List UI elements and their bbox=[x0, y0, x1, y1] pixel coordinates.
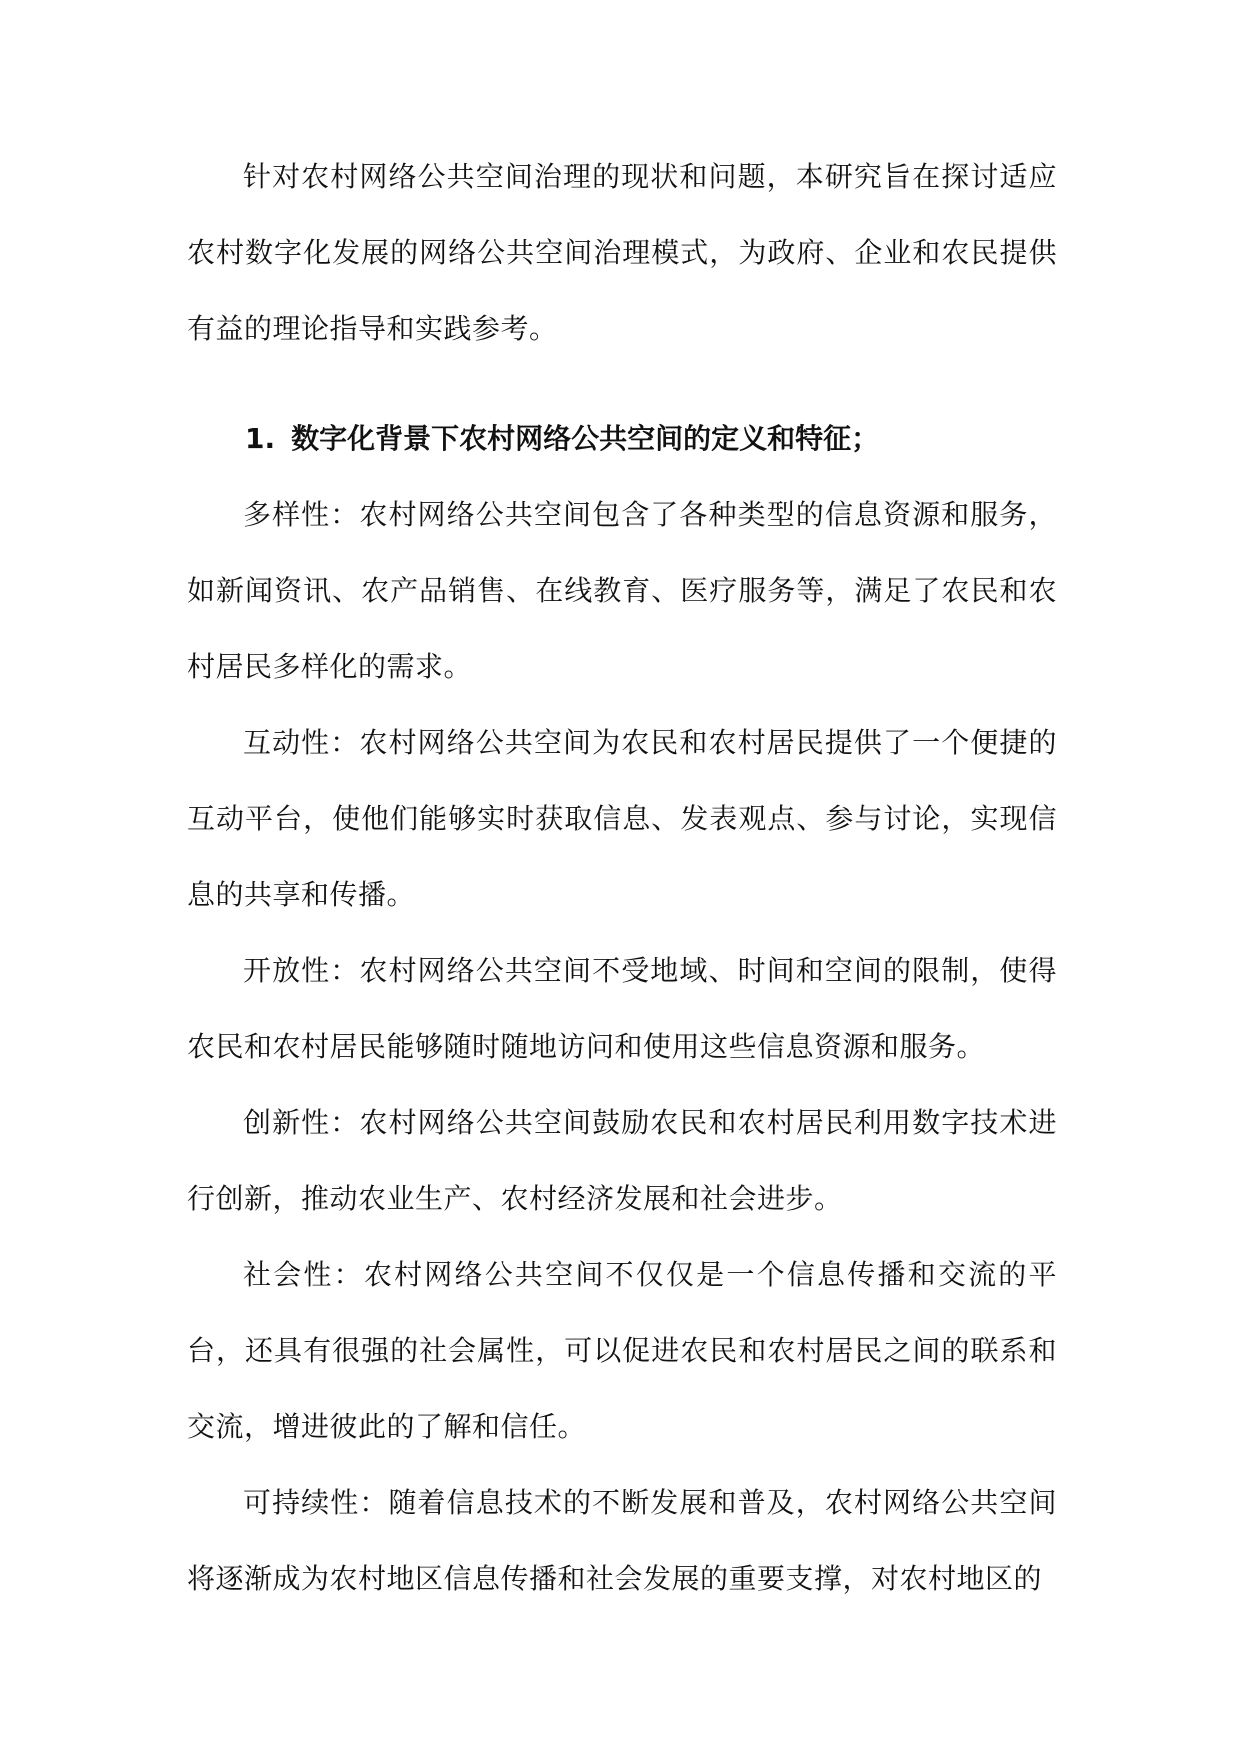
section-heading bbox=[187, 401, 1057, 477]
document-body bbox=[187, 139, 1057, 1617]
paragraph-sociality: 社会性：农村网络公共空间不仅仅是一个信息传播和交流的平台，还具有很强的社会属性，可以促进农民和农村居民之间的联系和交流，增进彼此的了解和信任。 bbox=[187, 1258, 1057, 1443]
paragraph-sustainability: 可持续性：随着信息技术的不断发展和普及，农村网络公共空间将逐渐成为农村地区信息传播和社会发展的重要支撑，对农村地区的 bbox=[187, 1486, 1057, 1595]
intro-paragraph: 针对农村网络公共空间治理的现状和问题，本研究旨在探讨适应农村数字化发展的网络公共空间治理模式，为政府、企业和农民提供有益的理论指导和实践参考。 bbox=[187, 160, 1057, 345]
section-number: 1. bbox=[245, 422, 276, 455]
paragraph-diversity: 多样性：农村网络公共空间包含了各种类型的信息资源和服务，如新闻资讯、农产品销售、在线教育、医疗服务等，满足了农民和农村居民多样化的需求。 bbox=[187, 498, 1057, 683]
paragraph-interactivity: 互动性：农村网络公共空间为农民和农村居民提供了一个便捷的互动平台，使他们能够实时获取信息、发表观点、参与讨论，实现信息的共享和传播。 bbox=[187, 726, 1057, 911]
section-title: 数字化背景下农村网络公共空间的定义和特征； bbox=[291, 422, 880, 455]
paragraph-innovation: 创新性：农村网络公共空间鼓励农民和农村居民利用数字技术进行创新，推动农业生产、农村经济发展和社会进步。 bbox=[187, 1106, 1057, 1215]
paragraph-openness: 开放性：农村网络公共空间不受地域、时间和空间的限制，使得农民和农村居民能够随时随地访问和使用这些信息资源和服务。 bbox=[187, 954, 1057, 1063]
